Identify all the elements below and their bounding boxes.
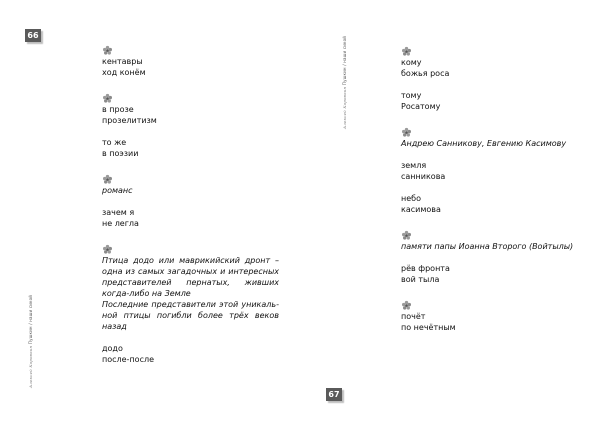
poem-line: в поэзии: [102, 149, 139, 158]
flower-ornament-icon: [102, 244, 113, 255]
poem-line: по нечётным: [401, 323, 456, 332]
poem-line: кентавры: [102, 57, 143, 66]
poem-line: тому: [401, 91, 422, 100]
poem-line: касимова: [401, 205, 441, 214]
poem-line: прозелитизм: [102, 116, 157, 125]
poem-line: то же: [102, 138, 127, 147]
epigraph-line: представителей пернатых, живших: [102, 278, 279, 287]
page-number: 66: [25, 29, 41, 42]
running-head: [342, 36, 347, 129]
left-page-content: [102, 45, 279, 365]
poem-line: додо: [102, 344, 123, 353]
author-signature: Алексей Коровкин: [342, 86, 347, 129]
poem-title: памяти папы Иоанна Второго (Войтылы): [401, 242, 574, 251]
epigraph-line: одна из самых загадочных и интересных: [102, 267, 279, 276]
epigraph-line: назад: [102, 322, 127, 331]
poem-line: почёт: [401, 312, 426, 321]
poem-title: романс: [102, 186, 133, 195]
flower-ornament-icon: [401, 230, 412, 241]
epigraph: [102, 255, 279, 332]
poem-line: после-после: [102, 355, 155, 364]
running-head-text: Пушкин / наши сикой: [342, 35, 347, 86]
epigraph-line: ной птицы погибли более трёх веков: [102, 311, 279, 320]
running-head-text: Пушкин / наши сикой: [28, 294, 33, 345]
epigraph-line: когда-либо на Земле: [102, 289, 191, 298]
flower-ornament-icon: [102, 93, 113, 104]
poem-line: Росатому: [401, 102, 441, 111]
poem-line: небо: [401, 194, 421, 203]
poem-title: Андрею Санникову, Евгению Касимову: [401, 139, 567, 148]
right-page: [300, 0, 600, 425]
poem-line: земля: [401, 161, 427, 170]
right-page-content: [401, 46, 581, 333]
poem-line: не легла: [102, 219, 139, 228]
epigraph-line: Последние представители этой уникаль-: [102, 300, 279, 309]
flower-ornament-icon: [102, 174, 113, 185]
poem-line: санникова: [401, 172, 446, 181]
flower-ornament-icon: [401, 127, 412, 138]
epigraph-line: Птица додо или маврикийский дронт –: [102, 256, 279, 265]
poem-line: божья роса: [401, 69, 450, 78]
poem-line: в прозе: [102, 105, 134, 114]
flower-ornament-icon: [401, 46, 412, 57]
poem-line: рёв фронта: [401, 264, 450, 273]
poem-line: кому: [401, 58, 422, 67]
page-number: 67: [326, 388, 342, 401]
author-signature: Алексей Коровкин: [28, 345, 33, 388]
poem-line: ход конём: [102, 68, 146, 77]
flower-ornament-icon: [401, 300, 412, 311]
running-head: [28, 295, 33, 388]
flower-ornament-icon: [102, 45, 113, 56]
poem-line: зачем я: [102, 208, 135, 217]
poem-line: вой тыла: [401, 275, 440, 284]
